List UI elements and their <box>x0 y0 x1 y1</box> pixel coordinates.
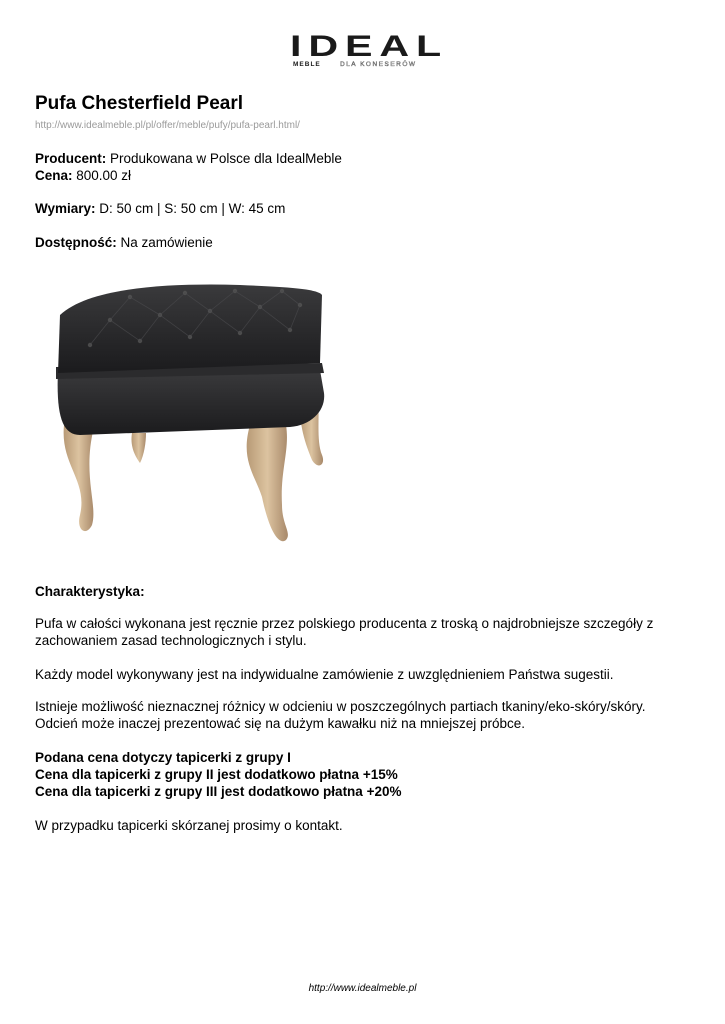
svg-text:IDEAL: IDEAL <box>290 30 448 63</box>
price-note-group-2: Cena dla tapicerki z grupy II jest dodatkowo płatna +15% <box>35 767 398 782</box>
availability-line <box>35 234 213 251</box>
producer-line <box>35 150 342 167</box>
availability-label: Dostępność: <box>35 235 117 250</box>
dimensions-line <box>35 200 285 217</box>
brand-logo <box>290 30 450 72</box>
availability-value: Na zamówienie <box>116 235 213 250</box>
producer-label: Producent: <box>35 151 107 166</box>
contact-note: W przypadku tapicerki skórzanej prosimy o kontakt. <box>35 818 343 833</box>
product-title: Pufa Chesterfield Pearl <box>35 93 244 114</box>
product-image <box>50 275 340 560</box>
producer-value: Produkowana w Polsce dla IdealMeble <box>106 151 342 166</box>
svg-text:MEBLE: MEBLE <box>293 61 321 68</box>
description-paragraph-3: Istnieje możliwość nieznacznej różnicy w odcieniu w poszczególnych partiach tkaniny/eko-skóry/skóry. Odcień może inaczej prezentować się na dużym kawałku niż na mniejszej próbce. <box>35 699 646 731</box>
description-paragraph-1: Pufa w całości wykonana jest ręcznie przez polskiego producenta z troską o najdrobniejsze szczegóły z zachowaniem zasad technologicznych i stylu. <box>35 616 654 648</box>
description-paragraph-2: Każdy model wykonywany jest na indywidualne zamówienie z uwzględnieniem Państwa sugestii. <box>35 667 614 682</box>
price-label: Cena: <box>35 168 73 183</box>
section-heading: Charakterystyka: <box>35 584 145 599</box>
product-url[interactable]: http://www.idealmeble.pl/pl/offer/meble/pufy/pufa-pearl.html/ <box>35 120 300 131</box>
svg-text:DLA KONESERÓW: DLA KONESERÓW <box>340 61 417 68</box>
footer-url[interactable]: http://www.idealmeble.pl <box>308 983 417 994</box>
price-value: 800.00 zł <box>72 168 132 183</box>
dimensions-label: Wymiary: <box>35 201 96 216</box>
price-note-group-3: Cena dla tapicerki z grupy III jest dodatkowo płatna +20% <box>35 784 402 799</box>
price-note-group-1: Podana cena dotyczy tapicerki z grupy I <box>35 750 291 765</box>
dimensions-value: D: 50 cm | S: 50 cm | W: 45 cm <box>95 201 286 216</box>
price-line <box>35 167 131 184</box>
